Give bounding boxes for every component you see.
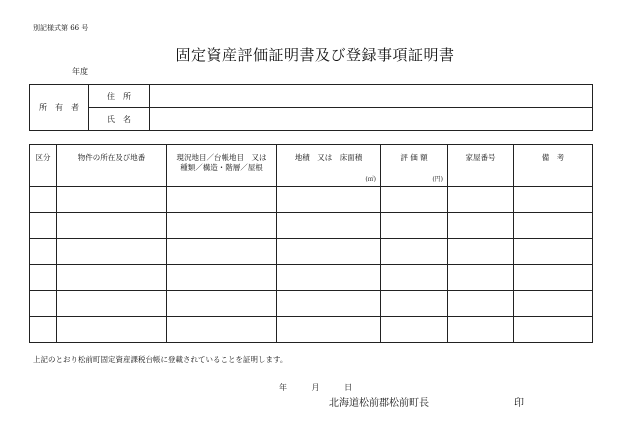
table-cell[interactable] <box>277 291 381 317</box>
seal-mark: 印 <box>514 398 524 409</box>
table-cell[interactable] <box>514 291 593 317</box>
table-cell[interactable] <box>514 213 593 239</box>
column-header-text-2: 種類／構造・階層／屋根 <box>180 163 263 172</box>
date-line: 年 月 日 <box>279 383 353 392</box>
table-cell[interactable] <box>30 317 57 343</box>
table-cell[interactable] <box>57 317 167 343</box>
table-cell[interactable] <box>448 317 514 343</box>
table-row <box>30 317 593 343</box>
table-cell[interactable] <box>30 291 57 317</box>
column-header-text: 物件の所在及び地番 <box>77 153 146 162</box>
column-header <box>277 145 381 187</box>
table-cell[interactable] <box>57 239 167 265</box>
table-cell[interactable] <box>277 213 381 239</box>
property-table <box>29 144 593 343</box>
table-cell[interactable] <box>448 291 514 317</box>
table-cell[interactable] <box>167 239 277 265</box>
owner-label: 所 有 者 <box>30 85 89 131</box>
table-cell[interactable] <box>448 213 514 239</box>
table-cell[interactable] <box>277 265 381 291</box>
column-header <box>514 145 593 187</box>
address-label: 住 所 <box>89 85 150 108</box>
table-cell[interactable] <box>57 187 167 213</box>
table-cell[interactable] <box>381 291 448 317</box>
name-label: 氏 名 <box>89 108 150 131</box>
table-cell[interactable] <box>30 187 57 213</box>
column-header-text: 備 考 <box>541 153 565 162</box>
column-header <box>30 145 57 187</box>
table-cell[interactable] <box>277 187 381 213</box>
table-cell[interactable] <box>381 239 448 265</box>
year-label: 年度 <box>72 67 88 76</box>
address-field[interactable] <box>150 85 593 108</box>
mayor-title: 北海道松前郡松前町長 <box>329 398 429 409</box>
unit-label: (㎡) <box>365 176 376 183</box>
table-cell[interactable] <box>30 265 57 291</box>
column-header-text: 地積 又は 床面積 <box>294 153 363 162</box>
column-header <box>448 145 514 187</box>
table-cell[interactable] <box>57 265 167 291</box>
column-header-text: 家屋番号 <box>465 153 496 162</box>
table-cell[interactable] <box>277 317 381 343</box>
table-cell[interactable] <box>448 265 514 291</box>
column-header-text: 現況地目／台帳地目 又は <box>176 153 267 162</box>
table-cell[interactable] <box>167 213 277 239</box>
table-cell[interactable] <box>30 239 57 265</box>
table-cell[interactable] <box>514 265 593 291</box>
table-cell[interactable] <box>57 291 167 317</box>
form-number: 別記様式第 66 号 <box>33 24 89 32</box>
column-header <box>57 145 167 187</box>
table-row <box>30 239 593 265</box>
table-row <box>30 187 593 213</box>
column-header-text: 区分 <box>35 153 51 162</box>
table-cell[interactable] <box>381 317 448 343</box>
column-header <box>381 145 448 187</box>
table-cell[interactable] <box>57 213 167 239</box>
table-cell[interactable] <box>448 187 514 213</box>
table-cell[interactable] <box>381 187 448 213</box>
table-row <box>30 265 593 291</box>
table-cell[interactable] <box>167 291 277 317</box>
table-cell[interactable] <box>167 187 277 213</box>
table-cell[interactable] <box>30 213 57 239</box>
table-row <box>30 291 593 317</box>
table-cell[interactable] <box>514 239 593 265</box>
certification-text: 上記のとおり松前町固定資産課税台帳に登載されていることを証明します。 <box>33 355 288 364</box>
column-header-text: 評 価 額 <box>400 153 428 162</box>
column-header <box>167 145 277 187</box>
table-row <box>30 213 593 239</box>
table-cell[interactable] <box>167 317 277 343</box>
name-field[interactable] <box>150 108 593 131</box>
owner-table <box>29 84 593 131</box>
unit-label: (円) <box>432 176 443 183</box>
table-cell[interactable] <box>277 239 381 265</box>
table-cell[interactable] <box>514 187 593 213</box>
table-cell[interactable] <box>167 265 277 291</box>
table-cell[interactable] <box>381 213 448 239</box>
table-cell[interactable] <box>448 239 514 265</box>
table-cell[interactable] <box>381 265 448 291</box>
document-title: 固定資産評価証明書及び登録事項証明書 <box>175 46 455 64</box>
table-cell[interactable] <box>514 317 593 343</box>
